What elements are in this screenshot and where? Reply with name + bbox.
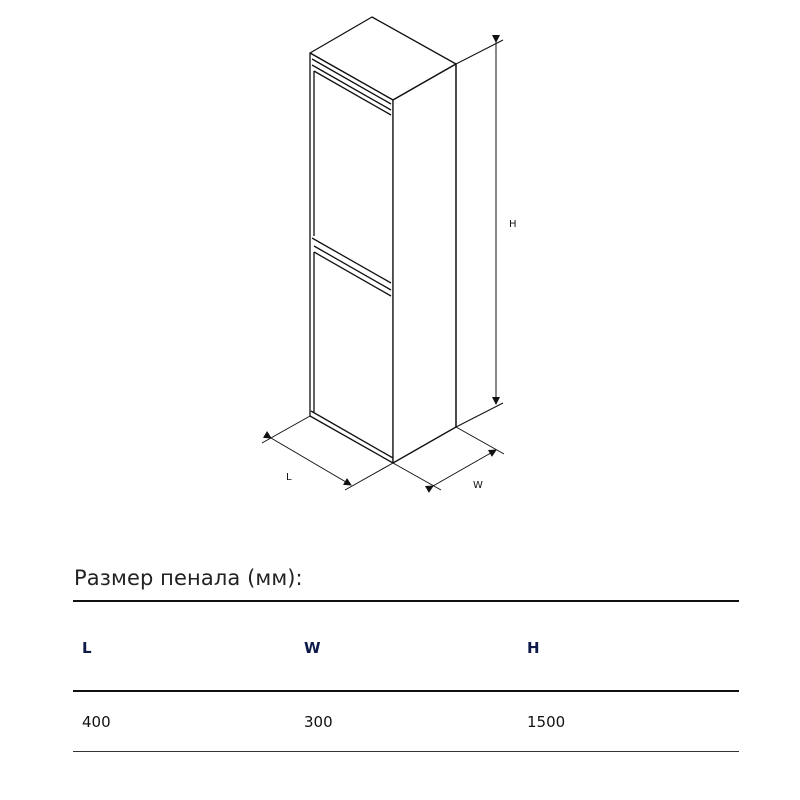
table-top-rule bbox=[73, 600, 739, 602]
column-header-length: L bbox=[82, 639, 92, 657]
height-dimension bbox=[456, 40, 503, 427]
width-label: W bbox=[473, 480, 483, 491]
length-label: L bbox=[286, 472, 292, 483]
cabinet-side-face bbox=[393, 64, 456, 463]
table-header-rule bbox=[73, 690, 739, 692]
column-header-height: H bbox=[527, 639, 540, 657]
height-label: H bbox=[509, 219, 517, 230]
column-header-width: W bbox=[304, 639, 321, 657]
spec-title: Размер пенала (мм): bbox=[74, 566, 303, 590]
value-length: 400 bbox=[82, 713, 111, 731]
table-bottom-rule bbox=[73, 751, 739, 752]
value-height: 1500 bbox=[527, 713, 566, 731]
value-width: 300 bbox=[304, 713, 333, 731]
cabinet-front-face bbox=[310, 53, 393, 463]
